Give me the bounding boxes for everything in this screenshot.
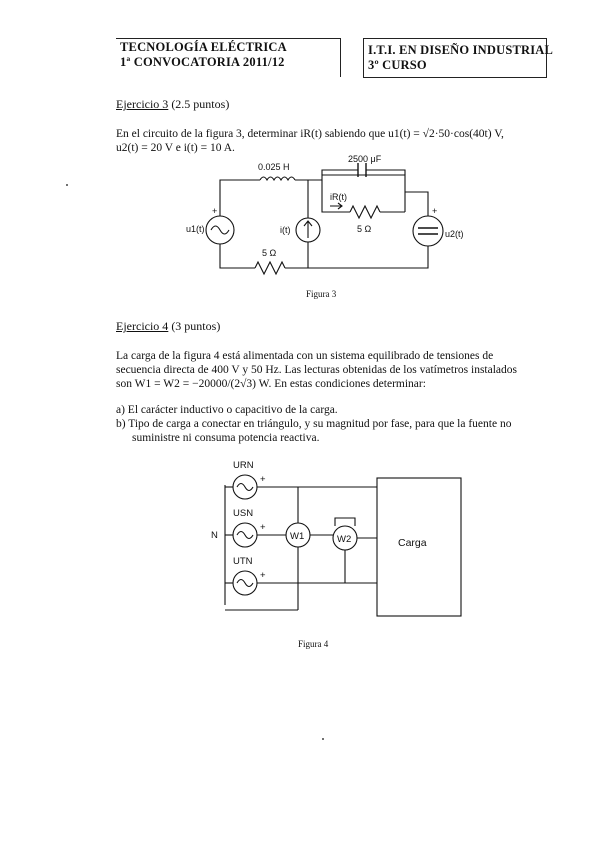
dc-symbol bbox=[418, 228, 438, 234]
u1-label: u1(t) bbox=[186, 224, 205, 234]
dc-source-u2 bbox=[413, 216, 443, 246]
plus-sign: + bbox=[260, 570, 266, 581]
plus-sign: + bbox=[260, 522, 266, 533]
usn-label: USN bbox=[233, 508, 254, 519]
plus-sign: + bbox=[260, 474, 266, 485]
load-label: Carga bbox=[398, 537, 427, 549]
scan-speck bbox=[66, 184, 68, 186]
wire bbox=[220, 195, 255, 268]
ex4-text-line1: La carga de la figura 4 está alimentada con un sistema equilibrado de tensiones de bbox=[116, 350, 494, 362]
ex4-title: Ejercicio 4 bbox=[116, 319, 169, 333]
current-source-label: i(t) bbox=[280, 225, 291, 235]
sine-symbol bbox=[237, 580, 253, 587]
utn-label: UTN bbox=[233, 556, 253, 567]
sine-symbol bbox=[237, 532, 253, 539]
plus-sign: + bbox=[212, 206, 218, 216]
ex4-heading bbox=[116, 319, 220, 334]
capacitor-label: 2500 μF bbox=[348, 154, 382, 164]
degree-title: I.T.I. EN DISEÑO INDUSTRIAL bbox=[368, 43, 554, 57]
ex4-item-a: a) El carácter inductivo o capacitivo de la carga. bbox=[116, 404, 338, 416]
wire bbox=[405, 192, 428, 216]
wire bbox=[335, 518, 355, 526]
resistor-label: 5 Ω bbox=[262, 248, 277, 258]
ex4-item-b-line1: b) Tipo de carga a conectar en triángulo, y su magnitud por fase, para que la fuente no bbox=[116, 418, 512, 430]
wire bbox=[322, 170, 405, 175]
ex3-heading bbox=[116, 97, 229, 112]
figure-3-caption: Figura 3 bbox=[306, 289, 337, 299]
figure-3-circuit bbox=[180, 150, 464, 290]
sine-symbol bbox=[211, 226, 229, 234]
exam-session: 1ª CONVOCATORIA 2011/12 bbox=[120, 55, 285, 69]
resistor-symbol bbox=[255, 262, 285, 274]
ex4-points: (3 puntos) bbox=[171, 319, 221, 333]
resistor-label: 5 Ω bbox=[357, 224, 372, 234]
urn-label: URN bbox=[233, 460, 254, 471]
course-year: 3º CURSO bbox=[368, 58, 427, 72]
course-title: TECNOLOGÍA ELÉCTRICA bbox=[120, 40, 287, 54]
ex4-text-line2: secuencia directa de 400 V y 50 Hz. Las lecturas obtenidas de los vatímetros instalados bbox=[116, 364, 518, 376]
sine-symbol bbox=[237, 484, 253, 491]
ex3-title: Ejercicio 3 bbox=[116, 97, 169, 111]
w1-label: W1 bbox=[290, 531, 305, 542]
neutral-label: N bbox=[211, 530, 218, 541]
ex4-item-b-line2: suministre ni consuma potencia reactiva. bbox=[132, 432, 320, 444]
arrow-right-icon bbox=[330, 203, 342, 209]
ex4-text-line3: son W1 = W2 = −20000/(2√3) W. En estas condiciones determinar: bbox=[116, 378, 426, 390]
ir-label: iR(t) bbox=[330, 192, 347, 202]
resistor-symbol bbox=[350, 206, 380, 218]
ex3-text-line1: En el circuito de la figura 3, determinar iR(t) sabiendo que u1(t) = √2·50·cos(40t) V, bbox=[116, 128, 504, 140]
inductor-label: 0.025 H bbox=[258, 162, 290, 172]
scan-speck bbox=[322, 738, 324, 740]
ex3-text-line2: u2(t) = 20 V e i(t) = 10 A. bbox=[116, 142, 235, 154]
wire bbox=[220, 180, 260, 195]
figure-4-circuit bbox=[205, 450, 485, 620]
wire bbox=[295, 175, 405, 192]
inductor-symbol bbox=[260, 177, 295, 180]
w2-label: W2 bbox=[337, 534, 352, 545]
wire bbox=[285, 246, 428, 268]
u2-label: u2(t) bbox=[445, 229, 464, 239]
figure-4-caption: Figura 4 bbox=[298, 639, 329, 649]
arrow-up-icon bbox=[304, 221, 312, 238]
plus-sign: + bbox=[432, 206, 438, 216]
ex3-points: (2.5 puntos) bbox=[171, 97, 230, 111]
